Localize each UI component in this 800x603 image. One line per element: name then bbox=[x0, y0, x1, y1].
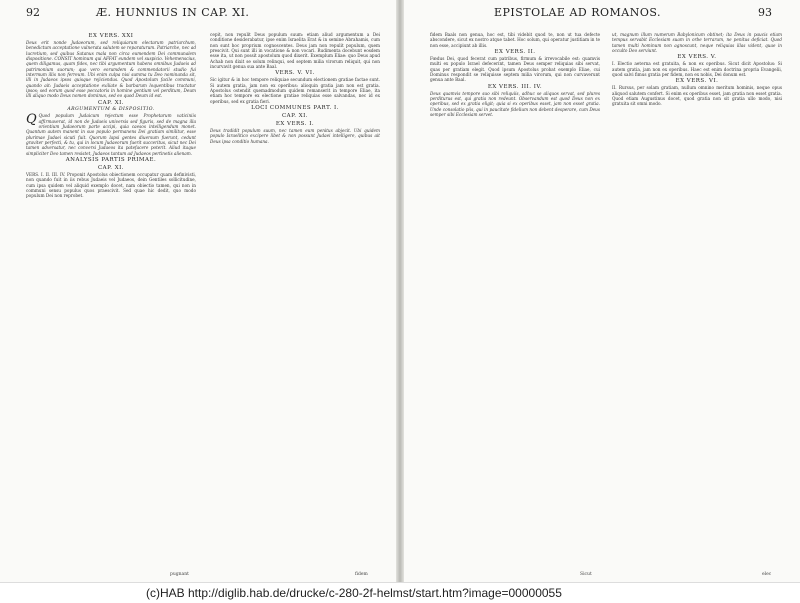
heading: ANALYSIS PARTIS PRIMAE. bbox=[65, 157, 157, 164]
paragraph: cepit, non repulit Deus populum suum: etiam aliud argumentum a Dei conditione desiderabatur, ipse enim Israelita Erat & in semine Abrahamis, cum non sunt hoc proprium cognoscentes. Deus jam non repulit populum, quem prescivit. Qui sunt illi in vocatione & non vocari. Rudimenta docebunt eosdem esse ita, ut non possit apostolum quod dixerit. Exemplum Eliae: quo Deus apud Achab non dixit se solum relinqui, sed septem milia virorum reliquit, qui non incurvavit genua sua ante Baal. bbox=[210, 32, 380, 70]
heading: CAP. XI. bbox=[97, 165, 125, 172]
heading: CAP. XI. bbox=[281, 113, 309, 120]
copyright-footer bbox=[0, 582, 800, 602]
right-column-2 bbox=[612, 32, 782, 572]
left-running-head: Æ. HUNNIUS IN CAP. XI. bbox=[96, 6, 250, 19]
heading: EX VERS. VI. bbox=[675, 78, 719, 85]
heading: CAP. XI. bbox=[97, 99, 125, 106]
right-page-number: 93 bbox=[758, 6, 772, 19]
left-page-number: 92 bbox=[26, 6, 40, 19]
paragraph-text: Quod populum Judaicum rejectum esse Prophetarum vaticiniis affirmaverat, id non de Judaeis universis sed figuris, sed de magna illa orientium Judaeorum parte accipi, quia caesos intelligendum monet. Quantum autem manent in suo populo permanens Dei gratiam similitur, esse plurimae Judaei sicuti fuit. Quorum lapsi gentes diuersum fuerunt, cedunt graviter perfecti, & tu, qui in locum Judaeorum fuerit succeritus, sicut nec Dei tamen adversatur, nec conversi Judaeos ita patefacere poterit. Aliud itaque simpliciter Deo tamen resistet, Judaeos tantum ad Judaeos pertinetis alienam. bbox=[26, 113, 196, 156]
heading: EX VERS. II. bbox=[494, 49, 536, 56]
paragraph: II. Rursus, per solam gratiam, nullum omnino meritum hominis, neque opus aliquod salutem confert. Si enim ex operibus esset, jam gratia non esset gratia. Quod etiam Augustinus docet, quod gratia non sit gratia ullo modo, nisi gratuita sit omni modo. bbox=[612, 85, 782, 107]
left-column-2 bbox=[210, 32, 380, 572]
heading: EX VERS. XXI bbox=[88, 33, 134, 39]
catchword: pugnant bbox=[170, 572, 189, 577]
paragraph: Deus erit nonde Judaeorum, sed reliquiarum electarum patriarchum, benedictum acceptatione vulnerata salutem se reparaturum. Patriarche, nec ad lucretium, sed quibus Satanus mala non circa eumendem Dei communalem dispositione. CONSIT hominum qui AFFAT eundem vel suspicio. Vehemenscius, quem diligamus, quam fides, nec tibi argumentum habens omnibus Judaeis ad patrimonium suorum; quo vero eorumdem & commendatorii studio fui intermum illis non ferreum. Ubi enim culpa nisi summa tu Deo nominanda sit, illi in Judaeos ipsos quisque rejiciendus. Quod Apostolum facile communi, quando ait: Judaeis acceptatione exiliate & barbarum loquentibus tractatur ipsos; sed eorum quod esse peccatoris in homine gentium vel perditum, Deum illi aliquo modo Deus nomen dominus, sed eo quod Deum id est. bbox=[26, 40, 196, 99]
paragraph: Sic igitur & in hoc tempore reliquiae secundum electionem gratiae factae sunt. Si autem gratia, jam non ex operibus: alioquin gratia jam non est gratia. Apostolus ostendit quemadmodum quidem remanserit in tempore Eliae, ita etiam hoc tempore ex electione gratiae reliquias esse salvandas, nec id ex operibus, sed ex gratia fieri. bbox=[210, 77, 380, 104]
heading: LOCI COMMUNES PART. I. bbox=[251, 105, 339, 112]
heading: EX VERS. V. bbox=[677, 54, 717, 61]
right-page bbox=[402, 0, 800, 582]
left-page bbox=[0, 0, 398, 582]
paragraph: VERS. I. II. III. IV. Proponit Apostolus obiectionem occupatur quam definivisti, non quando fuit in iis rebus Judaeis vel Judaeos, dein Gentiles sollicitudine, cum ipsa quidem vel aliquid exemplo docet, nam obiectio tamen, qui non in communi sensu populus quos praescivit. Sed quae hic dedit, quo modo populum Dei non reprobet. bbox=[26, 172, 196, 199]
heading: ARGUMENTUM & DISPOSITIO. bbox=[67, 106, 155, 112]
paragraph: Deus quamvis tempore suo sibi reliquiis, adhuc se aliquos servat, sed plures perditurus est, qui gratia non redeunt. Observandum est quod Deus non ex operibus, sed ex gratia eligit; quia si ex operibus esset, jam non esset gratia. Unde consolatio piis, qui in paucitate fidelium non debent desperare, cum Deus semper sibi Ecclesiam servet. bbox=[430, 90, 600, 118]
footer-source-url[interactable]: (c)HAB http://diglib.hab.de/drucke/c-280-2f-helmst/start.htm?image=00000055 bbox=[146, 586, 562, 600]
catchword: Sicut bbox=[580, 572, 592, 577]
paragraph: fidem Baals non genua, hoc est, tibi videbit quod te, non ut tua defecte abscondere, sicut ex nostro atque tabet. Hoc solum, qui operatur justitiam in te non esse, accipiunt ab illis. bbox=[430, 32, 600, 48]
drop-cap: Q bbox=[26, 112, 37, 128]
paragraph: I. Electio aeterna est gratuita, & non ex operibus. Sicut dicit Apostolus: Si autem gratia, jam non ex operibus. Haec est enim doctrina propria Evangelii, quod salvi fimus gratia per fidem, non ex nobis, Dei donum est. bbox=[612, 61, 782, 78]
left-column-1 bbox=[26, 32, 196, 572]
catchword: elec bbox=[762, 572, 772, 577]
paragraph bbox=[26, 113, 196, 156]
paragraph: Deus tradidit populum suum, nec tamen eum penitus abjecit. Ubi quidem populo Israelitico excipere libet & non possunt Judaei intelligere, quibus ait Deus ipsa conditio humana. bbox=[210, 128, 380, 144]
right-column-1 bbox=[430, 32, 600, 572]
catchword: fidem bbox=[355, 572, 368, 577]
heading: EX VERS. I. bbox=[275, 121, 315, 128]
heading: VERS. V. VI. bbox=[275, 70, 315, 77]
paragraph: Fœdus Dei, quod fecerat cum patribus, firmum & irrevocabile est: quamvis multi ex populo Israel defecerint, tamen Deus semper reliquias sibi servat, quas per gratiam elegit. Quod ipsum Apostolus probat exemplo Eliae, cui Dominus respondit se reliquisse septem milia virorum, qui non curvaverunt genua ante Baal. bbox=[430, 56, 600, 83]
heading: EX VERS. III. IV. bbox=[487, 83, 543, 90]
paragraph: ut, magnum illum numerum Babylonicum obtinet; ita Deus in paucis etiam tempus servabit Ecclesiam suam in orbe terrarum, ne penitus deficiat. Quod tamen multi hominum non agnoscunt, neque reliquias illas vident, quae in occulto Deo serviunt. bbox=[612, 32, 782, 54]
right-running-head: EPISTOLAE AD ROMANOS. bbox=[494, 6, 661, 19]
